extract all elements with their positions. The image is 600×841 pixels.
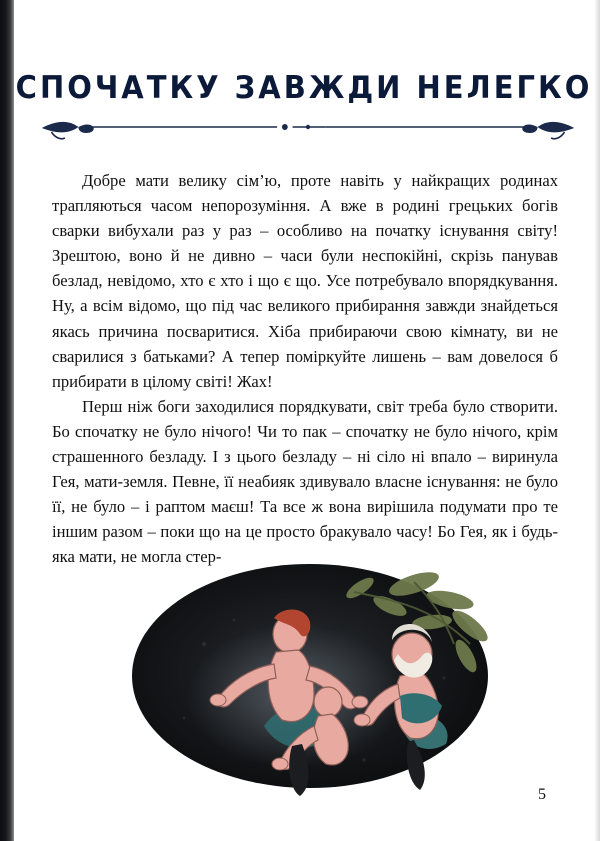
paragraph-1: Добре мати велику сім’ю, проте навіть у найкращих родинах трапляються часом непорозуміння. А вже в родині грецьких богів сварки вибухали раз у раз – особливо на початку існування світу! Зрештою, воно й не дивно – часи були неспокійні, скрізь панував безлад, невідомо, хто є хто і що є що. Усе потребувало впорядкування. Ну, а всім відомо, що під час великого прибирання завжди знайдеться якась причина посваритися. Хіба прибираючи свою кімнату, ви не сварилися з батьками? А тепер поміркуйте лишень – вам довелося б прибирати в цілому світі! Жах! bbox=[52, 171, 558, 391]
gaia-and-children-illustration-icon bbox=[114, 548, 514, 808]
book-page bbox=[14, 0, 594, 841]
decorative-divider bbox=[36, 118, 580, 144]
page-edge-left bbox=[0, 0, 14, 841]
paragraph-2: Перш ніж боги заходилися порядкувати, світ треба було створити. Бо спочатку не було нічого! Чи то пак – спочатку не було нічого, крім страшенного безладу. І з цього безладу – ні сіло ні впало – виринула Гея, мати-земля. Певне, її неабияк здивувало власне існування: не було її, не було – і раптом маєш! Та все ж вона вирішила подумати про те іншим разом – поки що на це просто бракувало часу! Бо Гея, як і будь-яка мати, не могла стер- bbox=[52, 396, 558, 567]
page-edge-right bbox=[594, 0, 600, 841]
page-title: СПОЧАТКУ ЗАВЖДИ НЕЛЕГКО bbox=[15, 68, 593, 106]
page-number: 5 bbox=[538, 786, 546, 803]
chapter-illustration bbox=[114, 548, 514, 808]
divider-ornament-icon bbox=[36, 118, 580, 144]
chapter-body bbox=[52, 168, 558, 570]
